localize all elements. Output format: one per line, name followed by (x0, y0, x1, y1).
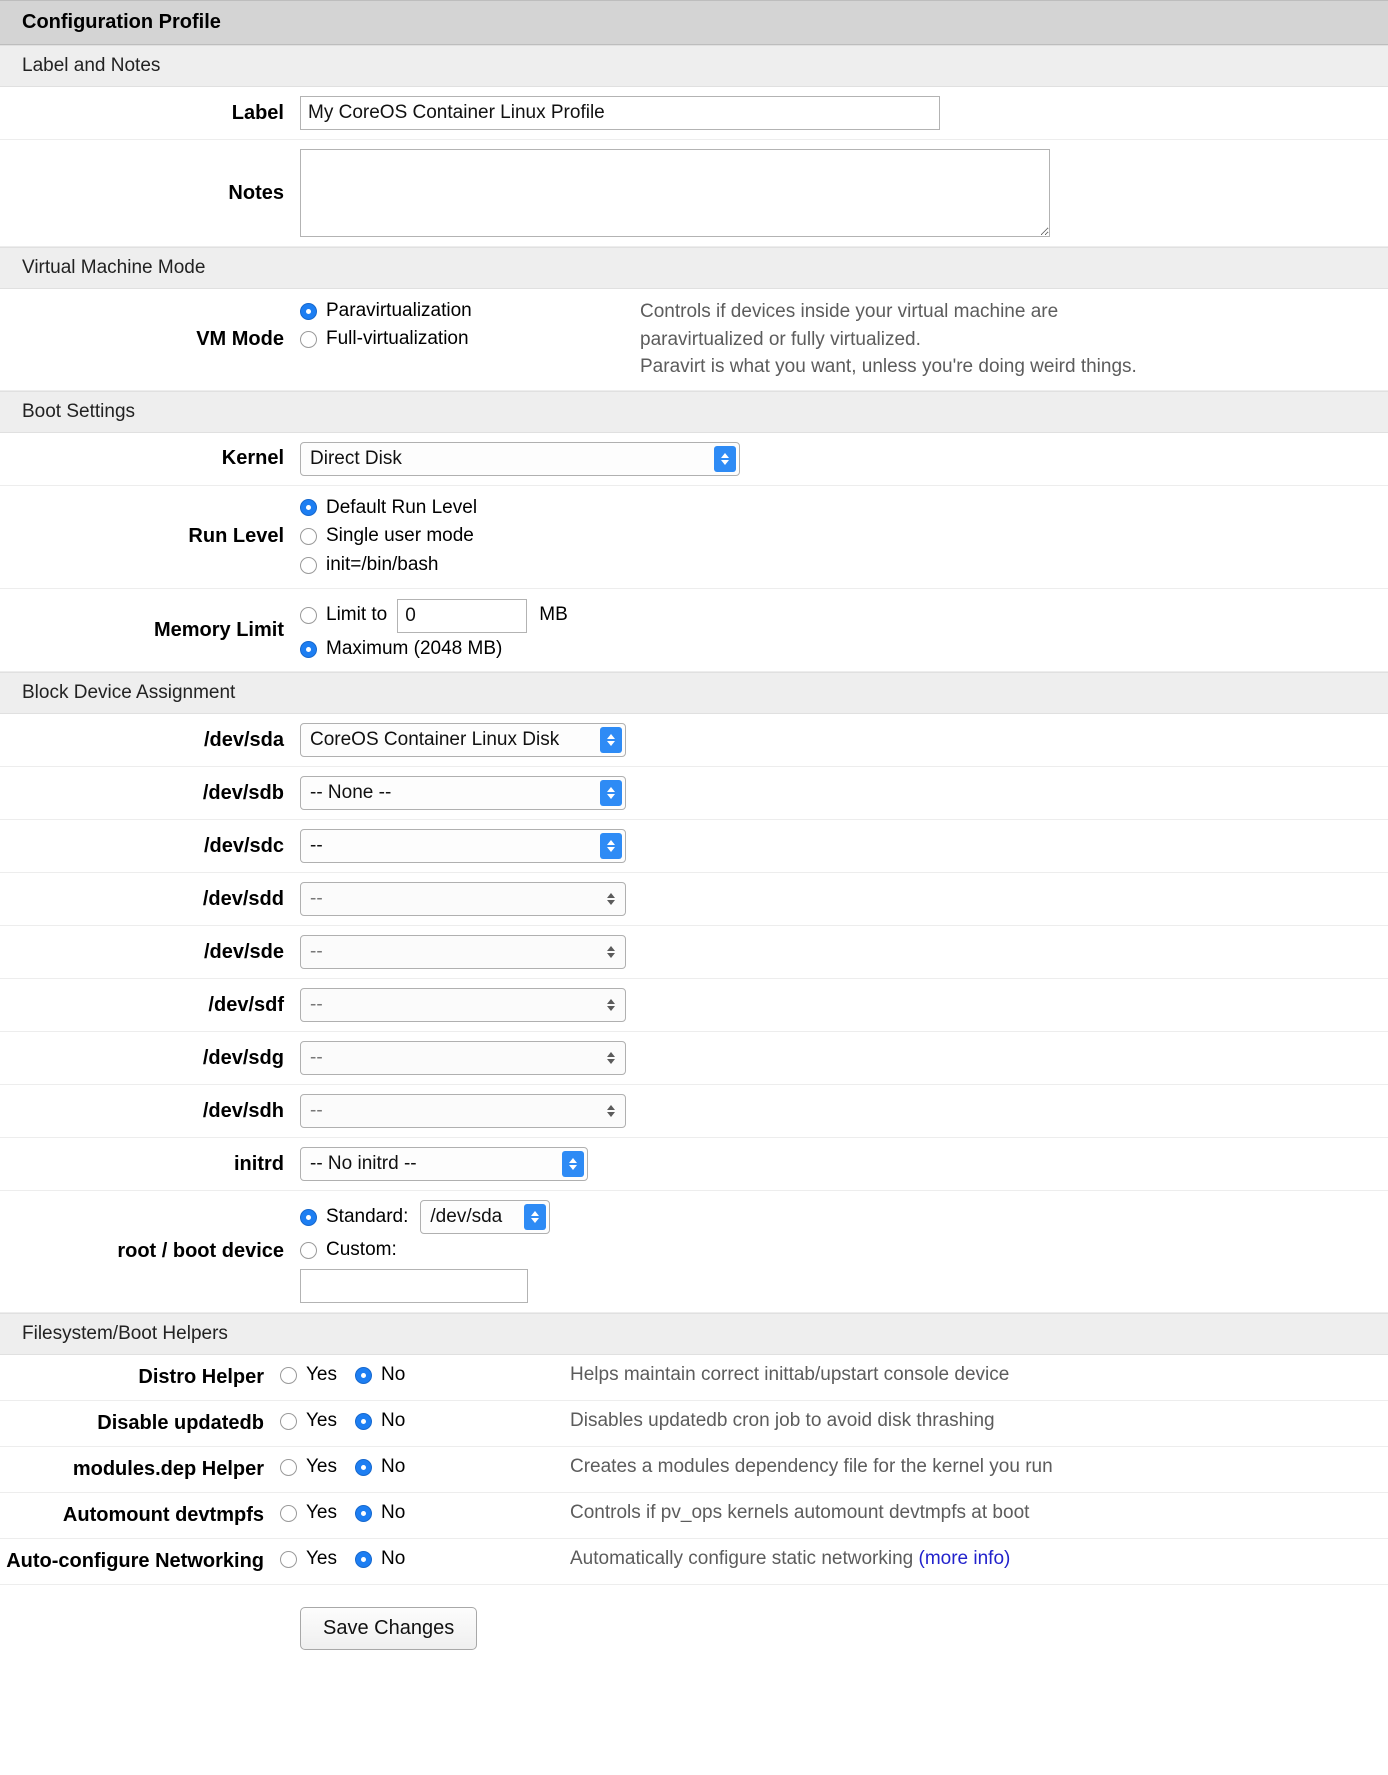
fs-helper-label: Distro Helper (138, 1366, 264, 1389)
radio-icon[interactable] (280, 1505, 297, 1522)
more-info-link[interactable]: (more info) (918, 1548, 1011, 1570)
block-device-select-value: CoreOS Container Linux Disk (310, 729, 560, 751)
block-device-select-sdd[interactable] (300, 882, 626, 916)
block-device-label: /dev/sdc (203, 834, 284, 857)
radio-icon[interactable] (355, 1367, 372, 1384)
vm-mode-label: VM Mode (196, 327, 284, 350)
block-device-row (0, 767, 1388, 820)
fs-helper-description: Disables updatedb cron job to avoid disk thrashing (570, 1410, 995, 1432)
label-field-label: Label (231, 101, 284, 124)
radio-icon[interactable] (300, 607, 317, 624)
chevron-updown-icon (600, 1098, 622, 1124)
root-boot-device-label: root / boot device (117, 1240, 284, 1263)
block-device-label: /dev/sdf (208, 993, 284, 1016)
block-device-label: /dev/sdg (202, 1046, 284, 1069)
chevron-updown-icon (600, 780, 622, 806)
run-level-option-init-bash[interactable]: init=/bin/bash (300, 553, 439, 578)
block-device-select-sdf[interactable] (300, 988, 626, 1022)
chevron-updown-icon (600, 992, 622, 1018)
fs-helper-option-no[interactable]: No (355, 1410, 415, 1432)
block-device-select-sdg[interactable] (300, 1041, 626, 1075)
root-boot-standard-value: /dev/sda (430, 1206, 503, 1228)
block-device-label: /dev/sde (203, 940, 284, 963)
block-device-row (0, 1085, 1388, 1138)
initrd-label: initrd (234, 1152, 284, 1175)
radio-icon[interactable] (355, 1459, 372, 1476)
fs-helper-option-yes[interactable]: Yes (280, 1364, 355, 1386)
chevron-updown-icon (562, 1151, 584, 1177)
radio-icon[interactable] (280, 1551, 297, 1568)
panel-title: Configuration Profile (0, 0, 1388, 45)
label-row (0, 87, 1388, 140)
root-boot-device-row (0, 1191, 1388, 1313)
kernel-select[interactable] (300, 442, 740, 476)
radio-icon[interactable] (300, 331, 317, 348)
radio-icon[interactable] (300, 641, 317, 658)
initrd-select-value: -- No initrd -- (310, 1153, 417, 1175)
block-device-select-sde[interactable] (300, 935, 626, 969)
chevron-updown-icon (524, 1204, 546, 1230)
chevron-updown-icon (600, 727, 622, 753)
block-device-select-value: -- (310, 1047, 323, 1069)
kernel-select-value: Direct Disk (310, 447, 402, 469)
block-device-label: /dev/sdh (202, 1099, 284, 1122)
radio-icon[interactable] (355, 1551, 372, 1568)
vm-mode-row (0, 289, 1388, 391)
block-device-row (0, 979, 1388, 1032)
block-device-select-sda[interactable] (300, 723, 626, 757)
block-device-select-sdh[interactable] (300, 1094, 626, 1128)
fs-helper-option-no[interactable]: No (355, 1364, 415, 1386)
root-boot-standard-select[interactable] (420, 1200, 550, 1234)
block-device-select-value: -- (310, 941, 323, 963)
kernel-label: Kernel (221, 447, 284, 470)
radio-icon[interactable] (300, 303, 317, 320)
root-boot-option-custom[interactable]: Custom: (300, 1239, 550, 1261)
chevron-updown-icon (600, 886, 622, 912)
block-device-select-value: -- (310, 994, 323, 1016)
block-device-select-sdb[interactable] (300, 776, 626, 810)
fs-helper-option-no[interactable]: No (355, 1548, 415, 1570)
fs-helper-description: Helps maintain correct inittab/upstart console device (570, 1364, 1010, 1386)
initrd-row (0, 1138, 1388, 1191)
fs-helper-row (0, 1355, 1388, 1401)
block-device-label: /dev/sdd (202, 887, 284, 910)
fs-helper-label: modules.dep Helper (72, 1458, 264, 1481)
fs-helper-option-no[interactable]: No (355, 1456, 415, 1478)
radio-icon[interactable] (300, 1209, 317, 1226)
block-device-select-value: -- (310, 1100, 323, 1122)
fs-helper-description: Creates a modules dependency file for the kernel you run (570, 1456, 1053, 1478)
fs-helper-row (0, 1539, 1388, 1585)
section-filesystem-boot-helpers: Filesystem/Boot Helpers (0, 1313, 1388, 1355)
block-device-row (0, 926, 1388, 979)
run-level-option-default[interactable]: Default Run Level (300, 496, 477, 521)
section-block-device-assignment: Block Device Assignment (0, 672, 1388, 714)
kernel-row (0, 433, 1388, 486)
radio-icon[interactable] (280, 1367, 297, 1384)
radio-icon[interactable] (300, 528, 317, 545)
section-label-and-notes: Label and Notes (0, 45, 1388, 87)
fs-helper-option-no[interactable]: No (355, 1502, 415, 1524)
notes-field-label: Notes (228, 181, 284, 204)
radio-icon[interactable] (300, 557, 317, 574)
notes-row (0, 140, 1388, 247)
block-device-row (0, 820, 1388, 873)
radio-icon[interactable] (300, 499, 317, 516)
chevron-updown-icon (714, 446, 736, 472)
fs-helper-label: Automount devtmpfs (62, 1504, 264, 1527)
initrd-select[interactable] (300, 1147, 588, 1181)
section-boot-settings: Boot Settings (0, 391, 1388, 433)
chevron-updown-icon (600, 1045, 622, 1071)
chevron-updown-icon (600, 833, 622, 859)
block-device-row (0, 714, 1388, 767)
fs-helper-row (0, 1493, 1388, 1539)
vm-mode-option-paravirtualization[interactable]: Paravirtualization (300, 299, 640, 324)
block-device-label: /dev/sdb (202, 781, 284, 804)
radio-icon[interactable] (280, 1459, 297, 1476)
block-device-row (0, 873, 1388, 926)
fs-helper-label: Disable updatedb (97, 1412, 264, 1435)
vm-mode-option-full-virtualization[interactable]: Full-virtualization (300, 327, 640, 352)
fs-helper-row (0, 1447, 1388, 1493)
section-virtual-machine-mode: Virtual Machine Mode (0, 247, 1388, 289)
vm-mode-help: Controls if devices inside your virtual machine are paravirtualized or fully virtualized. Paravirt is what you want, unless you're doing weird things. (640, 301, 1137, 378)
fs-helper-option-yes[interactable]: Yes (280, 1548, 355, 1570)
memory-limit-label: Memory Limit (153, 618, 284, 641)
radio-icon[interactable] (280, 1413, 297, 1430)
fs-helper-option-yes[interactable]: Yes (280, 1502, 355, 1524)
block-device-select-value: -- (310, 888, 323, 910)
memory-limit-option-maximum[interactable]: Maximum (2048 MB) (300, 637, 502, 662)
run-level-row (0, 486, 1388, 589)
block-device-select-value: -- (310, 835, 323, 857)
fs-helper-description (570, 1548, 1010, 1570)
root-boot-custom-input[interactable] (300, 1269, 528, 1303)
save-changes-button[interactable]: Save Changes (300, 1607, 477, 1650)
fs-helper-label: Auto-configure Networking (6, 1550, 264, 1573)
root-boot-option-standard[interactable]: Standard: /dev/sda (300, 1200, 550, 1234)
fs-helper-option-yes[interactable]: Yes (280, 1456, 355, 1478)
notes-textarea[interactable] (300, 149, 1050, 237)
block-device-label: /dev/sda (203, 728, 284, 751)
run-level-label: Run Level (188, 525, 284, 548)
block-device-row (0, 1032, 1388, 1085)
chevron-updown-icon (600, 939, 622, 965)
fs-helper-description: Controls if pv_ops kernels automount devtmpfs at boot (570, 1502, 1030, 1524)
radio-icon[interactable] (300, 1242, 317, 1259)
fs-helper-option-yes[interactable]: Yes (280, 1410, 355, 1432)
save-area (0, 1585, 1388, 1678)
memory-limit-option-limit-to[interactable]: Limit to 0 MB (300, 599, 568, 633)
radio-icon[interactable] (355, 1505, 372, 1522)
label-input[interactable] (300, 96, 940, 130)
radio-icon[interactable] (355, 1413, 372, 1430)
fs-helper-row (0, 1401, 1388, 1447)
block-device-select-value: -- None -- (310, 782, 392, 804)
fs-helper-description-text: Automatically configure static networking (570, 1548, 919, 1570)
run-level-option-single-user[interactable]: Single user mode (300, 524, 474, 549)
block-device-select-sdc[interactable] (300, 829, 626, 863)
memory-limit-units: MB (539, 604, 568, 626)
memory-limit-input[interactable] (397, 599, 527, 633)
memory-limit-row (0, 589, 1388, 673)
